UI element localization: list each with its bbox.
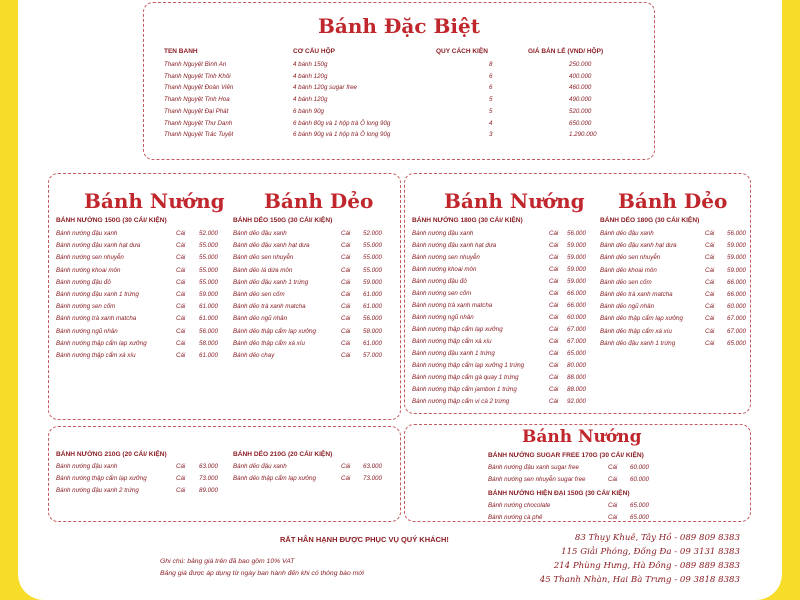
deo150-header: BÁNH DẺO 150G (30 CÁI/ KIỆN): [233, 217, 333, 224]
table-row: [56, 340, 256, 350]
table-row: [600, 303, 800, 313]
item-price: 65.000: [567, 350, 586, 357]
item-unit: Cái: [549, 398, 559, 405]
table-row: [233, 340, 433, 350]
item-price: 67.000: [567, 338, 586, 345]
item-unit: Cái: [176, 266, 186, 274]
item-name: Bánh nướng đậu xanh hạt dưa: [56, 242, 141, 250]
item-name: Thanh Nguyệt Bình An: [164, 61, 227, 68]
item-price: 73.000: [363, 475, 382, 483]
item-price: 65.000: [727, 339, 746, 347]
table-row: [233, 254, 433, 264]
item-name: Bánh nướng sen cốm: [56, 303, 116, 311]
item-name: Bánh nướng đậu xanh 1 trứng: [412, 350, 495, 357]
item-price: 61.000: [363, 339, 382, 347]
item-price: 60.000: [727, 303, 746, 311]
table-row: [233, 303, 433, 313]
item-unit: Cái: [705, 303, 715, 311]
item-unit: Cái: [341, 242, 351, 250]
table-row: [412, 386, 612, 396]
item-extra: 650.000: [569, 119, 592, 127]
item-name: Thanh Nguyệt Thư Danh: [164, 119, 233, 127]
item-name: Bánh dẻo đậu xanh: [233, 230, 287, 237]
item-name: Bánh dẻo đậu xanh 1 trứng: [600, 339, 676, 347]
table-row: [412, 362, 612, 372]
item-name: Bánh dẻo khoai môn: [600, 266, 657, 274]
table-row: [56, 279, 256, 289]
item-name: Bánh nướng thập cẩm lạp xưởng 1 trứng: [412, 362, 525, 369]
item-price: 59.000: [199, 291, 218, 298]
item-unit: Cái: [549, 314, 559, 321]
item-unit: Cái: [705, 327, 715, 335]
item-name: Bánh dẻo thập cẩm lạp xưởng: [600, 315, 683, 323]
item-unit: Cái: [705, 315, 715, 323]
table-row: [233, 279, 433, 289]
table-row: [412, 266, 612, 276]
left-small-box: [48, 426, 401, 522]
item-name: Bánh nướng sen nhuyễn: [56, 254, 124, 262]
item-price: 61.000: [363, 303, 382, 311]
table-row: [412, 230, 612, 240]
item-unit: Cái: [705, 254, 715, 262]
item-price: 65.000: [630, 502, 649, 509]
item-name: Bánh nướng sen nhuyễn sugar free: [488, 475, 586, 483]
item-unit: Cái: [705, 339, 715, 347]
item-price: 55.000: [199, 254, 218, 262]
left-deo-title: Bánh Dẻo: [264, 189, 374, 213]
item-price: 92.000: [567, 398, 586, 405]
item-price: 6: [489, 84, 493, 92]
address-line: 115 Giải Phóng, Đống Đa - 09 3131 8383: [561, 547, 740, 557]
item-unit: Cái: [341, 352, 351, 359]
table-row: [56, 303, 256, 313]
item-unit: Cái: [176, 242, 186, 250]
special-row: [164, 96, 592, 106]
item-unit: Cái: [549, 386, 559, 393]
item-unit: Cái: [549, 290, 559, 297]
item-price: 63.000: [199, 463, 218, 470]
item-name: Bánh nướng ngũ nhân: [56, 327, 118, 335]
right-deo-title: Bánh Dẻo: [618, 189, 728, 213]
item-unit: Cái: [176, 352, 186, 359]
sugarfree-header: BÁNH NƯỚNG SUGAR FREE 170G (30 CÁI/ KIỆN): [488, 452, 644, 459]
table-row: [600, 242, 800, 252]
deo210-header: BÁNH DẺO 210G (20 CÁI/ KIỆN): [233, 451, 333, 458]
item-unit: Cái: [549, 374, 559, 381]
address-line: 83 Thụy Khuê, Tây Hồ - 089 809 8383: [574, 533, 740, 543]
table-row: [600, 230, 800, 240]
item-unit: Cái: [549, 350, 559, 357]
item-unit: Cái: [549, 254, 559, 261]
item-price: 59.000: [727, 254, 746, 262]
item-name: Bánh nướng đậu xanh: [56, 230, 118, 237]
table-row: [600, 279, 800, 289]
table-row: [233, 230, 433, 240]
item-price: 66.000: [727, 278, 746, 286]
item-price: 59.000: [727, 266, 746, 274]
item-unit: Cái: [341, 327, 351, 335]
table-row: [233, 267, 433, 277]
table-row: [56, 230, 256, 240]
item-unit: Cái: [549, 338, 559, 345]
special-row: [164, 72, 592, 83]
item-unit: 4 bánh 150g: [293, 61, 328, 68]
item-price: 61.000: [199, 303, 218, 311]
item-price: 8: [489, 61, 493, 68]
table-row: [488, 514, 688, 524]
item-name: Bánh nướng sen cốm: [412, 290, 472, 297]
item-name: Thanh Nguyệt Đại Phát: [164, 107, 229, 115]
item-price: 56.000: [363, 315, 382, 323]
item-name: Bánh dẻo đậu xanh hạt dưa: [600, 242, 677, 250]
item-price: 56.000: [567, 230, 586, 237]
item-unit: 4 bánh 120g: [293, 96, 328, 104]
item-unit: Cái: [176, 487, 186, 495]
item-unit: Cái: [341, 315, 351, 323]
table-row: [56, 475, 256, 485]
item-unit: 6 bánh 90g: [293, 107, 324, 115]
item-unit: Cái: [705, 242, 715, 250]
item-unit: Cái: [549, 230, 559, 237]
table-row: [233, 315, 433, 325]
item-unit: Cái: [176, 463, 186, 470]
item-price: 52.000: [363, 230, 382, 237]
item-name: Bánh dẻo thập cẩm lạp xưởng: [233, 475, 316, 483]
table-row: [56, 352, 256, 362]
item-name: Bánh nướng đậu xanh: [412, 230, 474, 237]
item-extra: 520.000: [569, 107, 592, 115]
item-name: Bánh nướng đậu xanh 2 trứng: [56, 487, 139, 495]
item-price: 63.000: [363, 463, 382, 470]
table-row: [600, 340, 800, 350]
item-unit: Cái: [608, 464, 618, 471]
table-row: [488, 502, 688, 512]
table-row: [56, 315, 256, 325]
item-extra: 490.000: [569, 96, 592, 104]
item-extra: 250.000: [569, 61, 592, 68]
item-price: 5: [489, 107, 493, 115]
deo180-header: BÁNH DẺO 180G (30 CÁI/ KIỆN): [600, 217, 700, 224]
item-price: 61.000: [199, 352, 218, 359]
item-unit: Cái: [176, 230, 186, 237]
item-name: Bánh dẻo ngũ nhân: [600, 303, 655, 311]
item-price: 89.000: [199, 487, 218, 495]
table-row: [600, 315, 800, 325]
item-unit: Cái: [608, 502, 618, 509]
item-unit: Cái: [549, 266, 559, 273]
item-unit: Cái: [341, 266, 351, 274]
special-header-price: GIÁ BÁN LẺ (VND/ HỘP): [528, 48, 604, 55]
item-name: Bánh dẻo đậu xanh: [600, 230, 654, 237]
table-row: [488, 476, 688, 486]
item-unit: Cái: [341, 475, 351, 483]
item-name: Bánh dẻo sen nhuyễn: [600, 254, 661, 262]
table-row: [412, 374, 612, 384]
item-unit: Cái: [549, 326, 559, 333]
item-name: Bánh dẻo đậu xanh hạt dưa: [233, 242, 310, 250]
item-price: 56.000: [199, 327, 218, 335]
nuong150-header: BÁNH NƯỚNG 150G (30 CÁI/ KIỆN): [56, 217, 167, 224]
item-name: Thanh Nguyệt Trác Tuyệt: [164, 131, 234, 139]
item-price: 59.000: [567, 266, 586, 273]
table-row: [233, 475, 433, 485]
item-unit: Cái: [176, 475, 186, 483]
item-extra: 1.290.000: [569, 131, 597, 139]
table-row: [600, 254, 800, 264]
table-row: [56, 242, 256, 252]
item-name: Bánh dẻo thập cẩm lạp xưởng: [233, 327, 316, 335]
item-name: Bánh nướng thập cẩm vi cá 2 trứng: [412, 398, 510, 405]
item-unit: Cái: [176, 339, 186, 347]
special-title: Bánh Đặc Biệt: [318, 14, 480, 38]
table-row: [412, 350, 612, 360]
item-name: Bánh nướng chocolate: [488, 502, 551, 509]
item-price: 52.000: [199, 230, 218, 237]
item-price: 67.000: [567, 326, 586, 333]
table-row: [233, 291, 433, 301]
item-name: Bánh nướng đậu xanh hạt dưa: [412, 242, 497, 249]
item-name: Bánh nướng khoai môn: [56, 266, 121, 274]
special-header-pack: QUY CÁCH KIỆN: [436, 48, 488, 55]
item-name: Bánh nướng đậu xanh: [56, 463, 118, 470]
special-header-structure: CƠ CẤU HỘP: [293, 48, 336, 55]
validity-note: Bảng giá được áp dụng từ ngày ban hành đến khi có thông báo mới: [160, 570, 364, 577]
item-name: Thanh Nguyệt Tinh Khôi: [164, 72, 231, 80]
nuong180-header: BÁNH NƯỚNG 180G (30 CÁI/ KIỆN): [412, 217, 523, 224]
nuong210-header: BÁNH NƯỚNG 210G (20 CÁI/ KIỆN): [56, 451, 167, 458]
special-row: [164, 107, 592, 118]
table-row: [412, 398, 612, 408]
item-unit: Cái: [341, 339, 351, 347]
item-unit: Cái: [176, 327, 186, 335]
item-unit: Cái: [705, 230, 715, 237]
special-header-name: TEN BANH: [164, 48, 198, 55]
item-price: 55.000: [363, 254, 382, 262]
item-price: 6: [489, 72, 493, 80]
special-row: [164, 61, 592, 71]
table-row: [233, 328, 433, 338]
item-unit: Cái: [176, 315, 186, 323]
item-name: Bánh nướng cà phê: [488, 513, 543, 521]
item-price: 66.000: [567, 290, 586, 297]
table-row: [412, 314, 612, 324]
right-nuong-title: Bánh Nướng: [444, 189, 585, 213]
item-unit: Cái: [549, 302, 559, 309]
table-row: [412, 278, 612, 288]
item-price: 57.000: [363, 352, 382, 359]
item-name: Bánh nướng đậu đỏ: [56, 278, 111, 286]
item-price: 60.000: [567, 314, 586, 321]
item-name: Bánh dẻo ngũ nhân: [233, 315, 288, 323]
item-name: Bánh nướng thập cẩm lạp xưởng: [56, 475, 147, 483]
item-price: 55.000: [363, 266, 382, 274]
table-row: [56, 487, 256, 497]
item-price: 73.000: [199, 475, 218, 483]
left-nuong-title: Bánh Nướng: [84, 189, 225, 213]
item-price: 65.000: [630, 513, 649, 521]
item-name: Bánh nướng trà xanh matcha: [412, 302, 493, 309]
item-name: Bánh nướng thập cẩm jambon 1 trứng: [412, 386, 517, 393]
thanks-text: RẤT HÂN HẠNH ĐƯỢC PHỤC VỤ QUÝ KHÁCH!: [280, 535, 449, 544]
item-name: Bánh nướng đậu xanh sugar free: [488, 464, 579, 471]
table-row: [233, 463, 433, 473]
item-name: Bánh dẻo trà xanh matcha: [233, 303, 306, 311]
item-price: 61.000: [363, 291, 382, 298]
table-row: [412, 338, 612, 348]
item-unit: Cái: [608, 513, 618, 521]
item-unit: Cái: [341, 278, 351, 286]
item-price: 61.000: [199, 315, 218, 323]
item-price: 56.000: [727, 230, 746, 237]
item-price: 59.000: [567, 278, 586, 285]
item-unit: Cái: [705, 278, 715, 286]
item-unit: Cái: [176, 291, 186, 298]
item-unit: Cái: [341, 254, 351, 262]
item-unit: Cái: [176, 278, 186, 286]
item-price: 67.000: [727, 327, 746, 335]
table-row: [233, 352, 433, 362]
item-name: Bánh nướng sen nhuyễn: [412, 254, 480, 261]
item-name: Bánh dẻo lá dứa môn: [233, 266, 293, 274]
item-price: 5: [489, 96, 493, 104]
right-nuong2-title: Bánh Nướng: [522, 427, 642, 447]
item-unit: Cái: [176, 303, 186, 311]
table-row: [600, 328, 800, 338]
item-price: 55.000: [363, 242, 382, 250]
item-price: 60.000: [630, 464, 649, 471]
item-price: 4: [489, 119, 493, 127]
item-price: 59.000: [567, 254, 586, 261]
item-name: Bánh nướng đậu xanh 1 trứng: [56, 291, 139, 298]
item-price: 59.000: [727, 242, 746, 250]
item-extra: 460.000: [569, 84, 592, 92]
table-row: [412, 242, 612, 252]
item-name: Bánh nướng trà xanh matcha: [56, 315, 137, 323]
item-unit: 6 bánh 90g và 1 hộp trà Ô long 90g: [293, 131, 391, 139]
item-name: Bánh dẻo sen cốm: [600, 278, 652, 286]
item-unit: Cái: [549, 362, 559, 369]
table-row: [412, 302, 612, 312]
item-price: 58.000: [363, 327, 382, 335]
address-line: 214 Phùng Hưng, Hà Đông - 089 889 8383: [553, 561, 740, 571]
item-unit: Cái: [705, 291, 715, 298]
item-price: 67.000: [727, 315, 746, 323]
special-row: [164, 119, 592, 130]
item-unit: 6 bánh 80g và 1 hộp trà Ô long 90g: [293, 119, 391, 127]
table-row: [488, 464, 688, 474]
item-price: 80.000: [567, 362, 586, 369]
item-name: Thanh Nguyệt Đoàn Viên: [164, 84, 234, 92]
item-price: 66.000: [727, 291, 746, 298]
item-name: Bánh dẻo sen nhuyễn: [233, 254, 294, 262]
item-unit: Cái: [341, 303, 351, 311]
item-price: 88.000: [567, 386, 586, 393]
table-row: [56, 254, 256, 264]
table-row: [600, 267, 800, 277]
table-row: [412, 254, 612, 264]
table-row: [233, 242, 433, 252]
item-name: Bánh dẻo sen cốm: [233, 291, 285, 298]
item-name: Bánh dẻo thập cẩm xá xíu: [600, 327, 672, 335]
item-price: 59.000: [363, 278, 382, 286]
item-unit: Cái: [608, 475, 618, 483]
item-unit: Cái: [341, 463, 351, 470]
item-name: Bánh dẻo đậu xanh: [233, 463, 287, 470]
item-name: Bánh nướng thập cẩm xá xíu: [56, 352, 136, 359]
item-extra: 400.000: [569, 72, 592, 80]
table-row: [56, 267, 256, 277]
item-name: Bánh dẻo đậu xanh 1 trứng: [233, 278, 309, 286]
table-row: [412, 326, 612, 336]
item-name: Bánh nướng thập cẩm xá xíu: [412, 338, 492, 345]
item-unit: Cái: [549, 278, 559, 285]
table-row: [600, 291, 800, 301]
special-row: [164, 84, 592, 94]
table-row: [56, 328, 256, 338]
item-unit: Cái: [341, 291, 351, 298]
item-name: Bánh nướng thập cẩm lạp xưởng: [412, 326, 503, 333]
hiendai-header: BÁNH NƯỚNG HIỆN ĐẠI 150G (30 CÁI/ KIỆN): [488, 490, 630, 497]
item-unit: Cái: [176, 254, 186, 262]
item-name: Bánh nướng đậu đỏ: [412, 278, 467, 285]
item-unit: Cái: [549, 242, 559, 249]
item-price: 55.000: [199, 242, 218, 250]
item-unit: 4 bánh 120g: [293, 72, 328, 80]
item-name: Bánh dẻo thập cẩm xá xíu: [233, 339, 305, 347]
item-name: Thanh Nguyệt Tinh Hoa: [164, 96, 230, 104]
vat-note: Ghi chú: bảng giá trên đã bao gồm 10% VAT: [160, 558, 295, 565]
item-price: 55.000: [199, 266, 218, 274]
table-row: [56, 291, 256, 301]
item-name: Bánh dẻo trà xanh matcha: [600, 291, 673, 298]
address-block: [490, 533, 740, 593]
item-price: 88.000: [567, 374, 586, 381]
item-name: Bánh dẻo chay: [233, 352, 275, 359]
item-price: 58.000: [199, 339, 218, 347]
item-name: Bánh nướng thập cẩm gà quay 1 trứng: [412, 374, 519, 381]
item-unit: 4 bánh 120g sugar free: [293, 84, 357, 92]
item-price: 60.000: [630, 475, 649, 483]
item-unit: Cái: [705, 266, 715, 274]
item-unit: Cái: [341, 230, 351, 237]
item-name: Bánh nướng khoai môn: [412, 266, 477, 273]
table-row: [56, 463, 256, 473]
price-sheet: [18, 0, 782, 600]
address-line: 45 Thanh Nhàn, Hai Bà Trưng - 09 3818 8383: [539, 575, 740, 585]
item-price: 3: [489, 131, 493, 139]
item-name: Bánh nướng ngũ nhân: [412, 314, 474, 321]
table-row: [412, 290, 612, 300]
item-price: 55.000: [199, 278, 218, 286]
item-name: Bánh nướng thập cẩm lạp xưởng: [56, 339, 147, 347]
item-price: 59.000: [567, 242, 586, 249]
special-row: [164, 131, 597, 141]
item-price: 66.000: [567, 302, 586, 309]
